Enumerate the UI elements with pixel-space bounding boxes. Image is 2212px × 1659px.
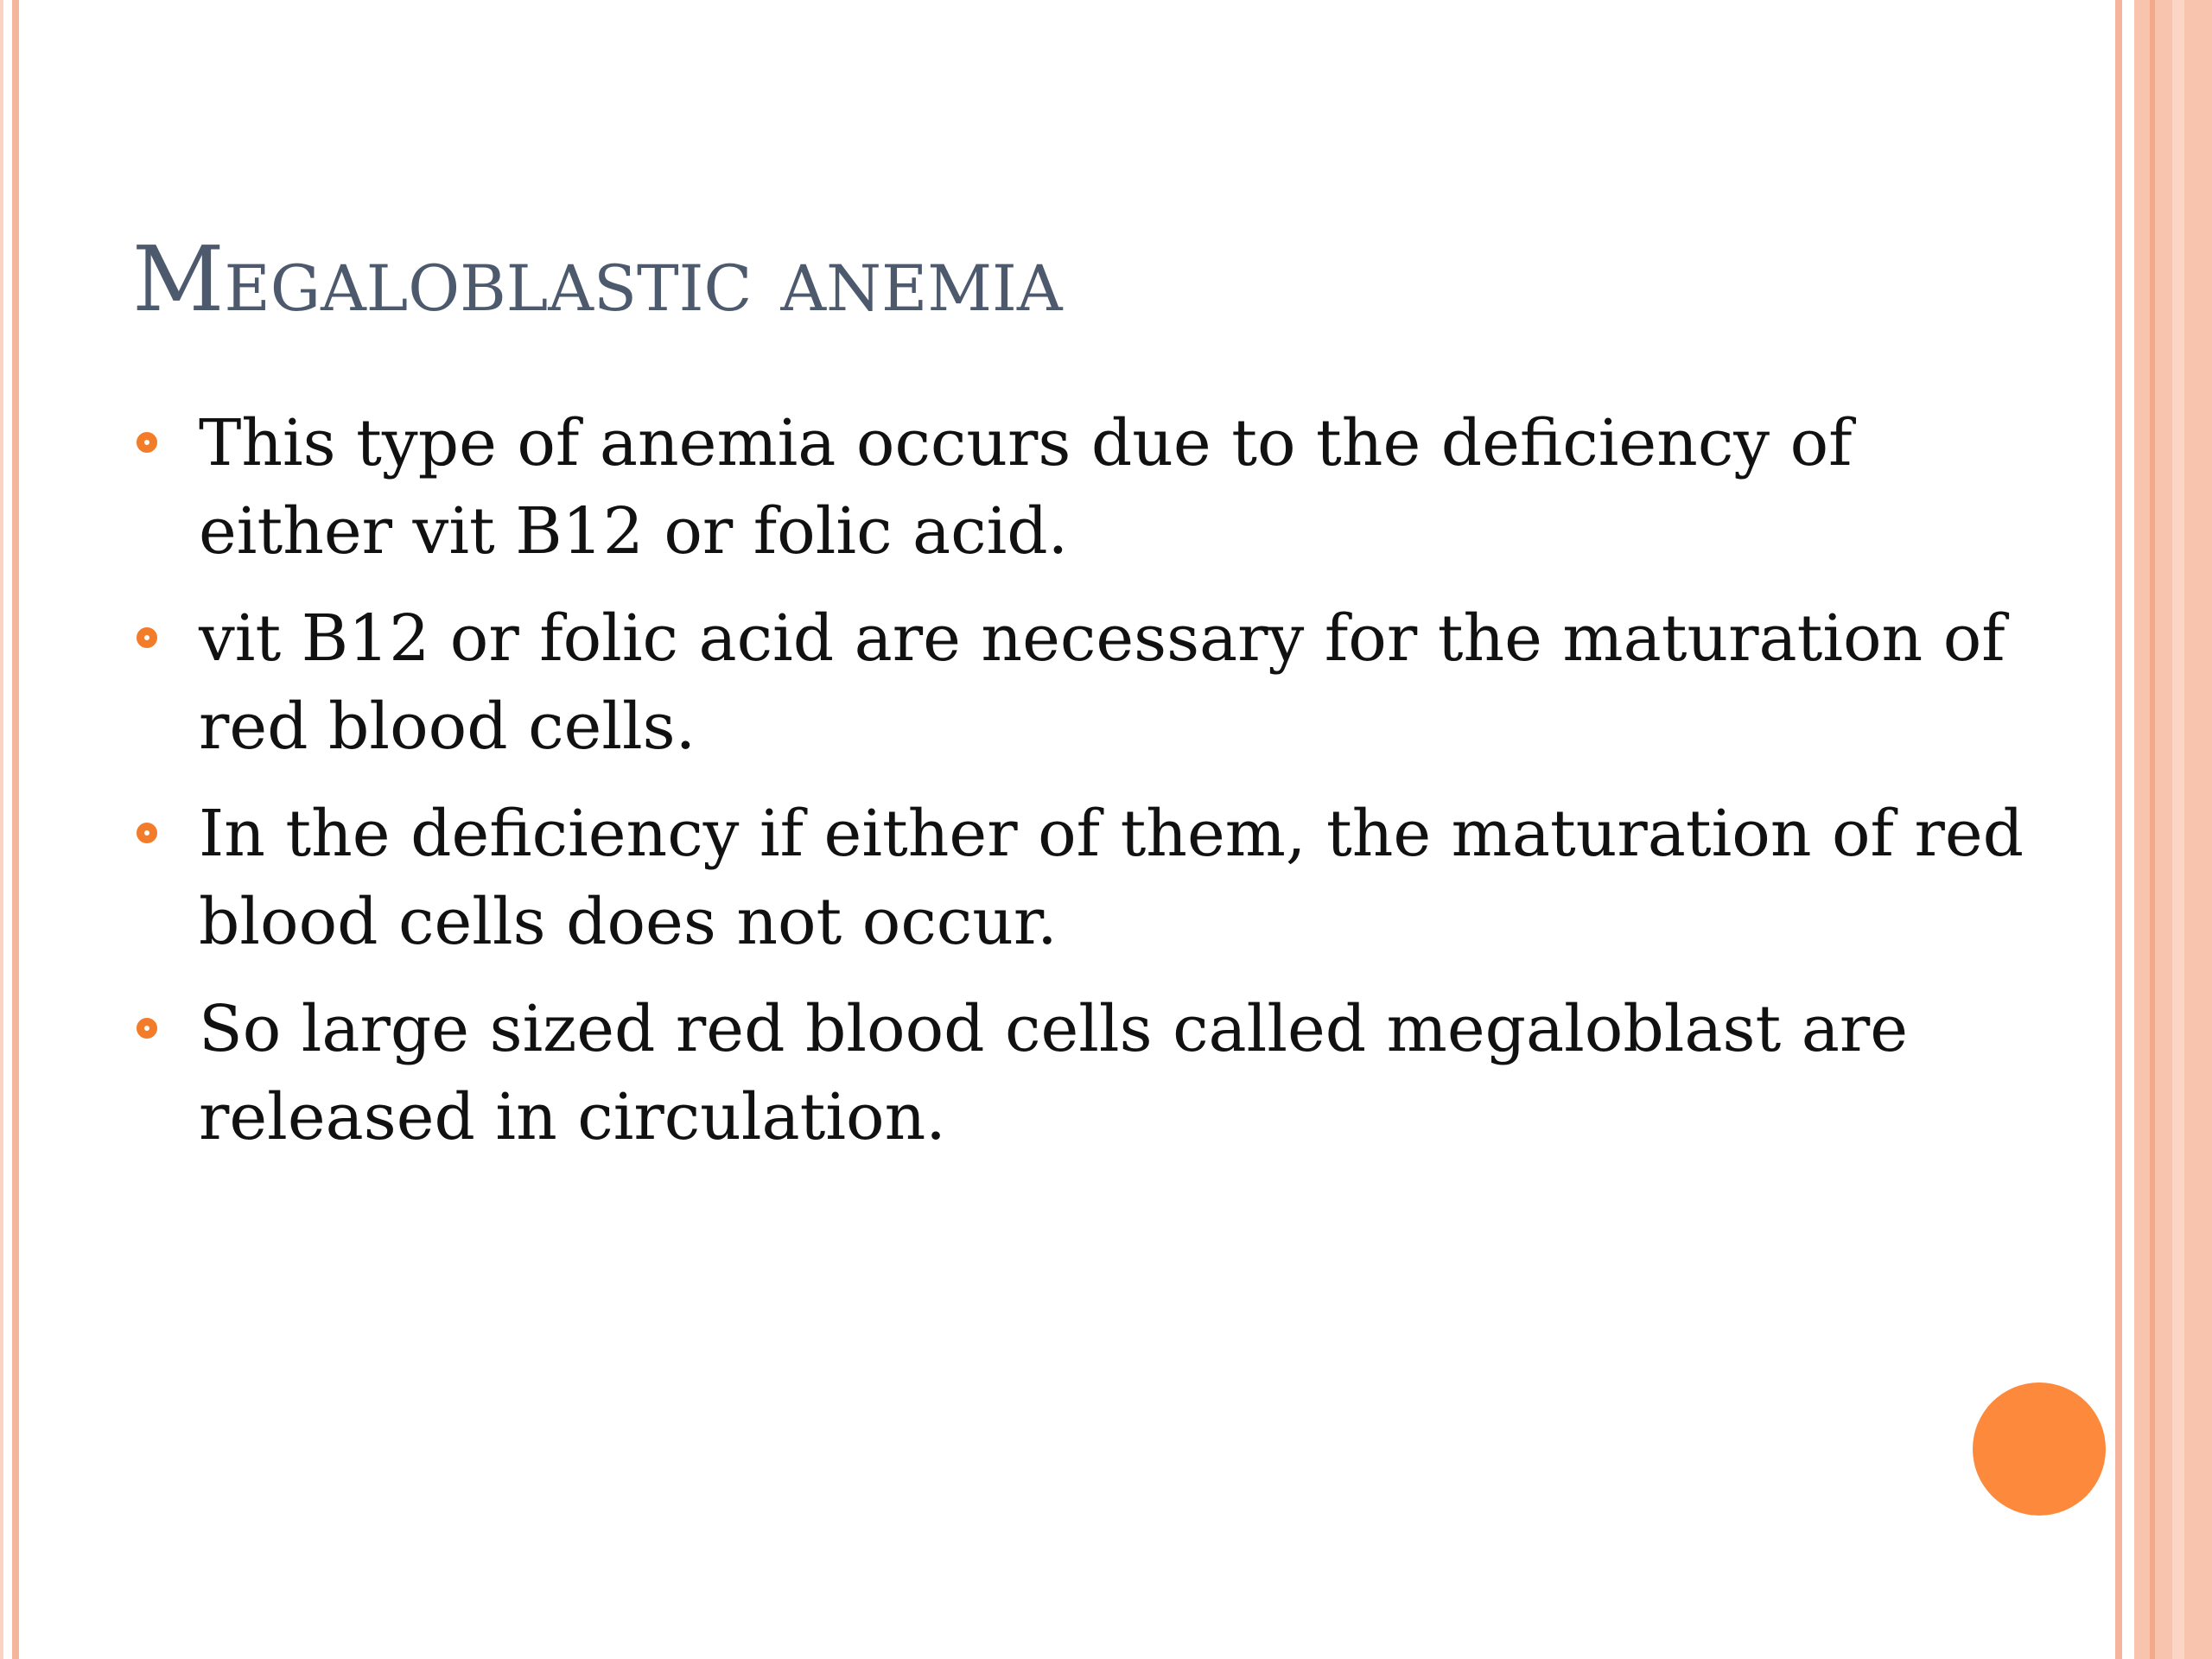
left-decor-stripe-thin (0, 0, 3, 1659)
orange-circle-decoration (1973, 1382, 2106, 1516)
ring-bullet-icon (137, 823, 157, 843)
bullet-text: This type of anemia occurs due to the deficiency of either vit B12 or folic acid. (199, 406, 1853, 569)
bullet-text: vit B12 or folic acid are necessary for the maturation of red blood cells. (199, 601, 2005, 764)
left-decor-stripe (12, 0, 19, 1659)
bullet-item (130, 985, 2048, 1161)
ring-bullet-icon (137, 432, 157, 453)
ring-bullet-icon (137, 1018, 157, 1039)
right-decor-band-line-2 (2172, 0, 2184, 1659)
right-decor-line (2115, 0, 2122, 1659)
slide-title: Megaloblastic anemia (132, 226, 1063, 332)
right-decor-band-line-1 (2150, 0, 2155, 1659)
bullet-list (130, 399, 2048, 1180)
ring-bullet-icon (137, 627, 157, 648)
bullet-item (130, 594, 2048, 771)
bullet-text: So large sized red blood cells called megaloblast are released in circulation. (199, 992, 1909, 1154)
bullet-item (130, 399, 2048, 575)
right-decor-gap (2122, 0, 2134, 1659)
bullet-text: In the deficiency if either of them, the maturation of red blood cells does not occur. (199, 797, 2024, 959)
bullet-item (130, 790, 2048, 966)
